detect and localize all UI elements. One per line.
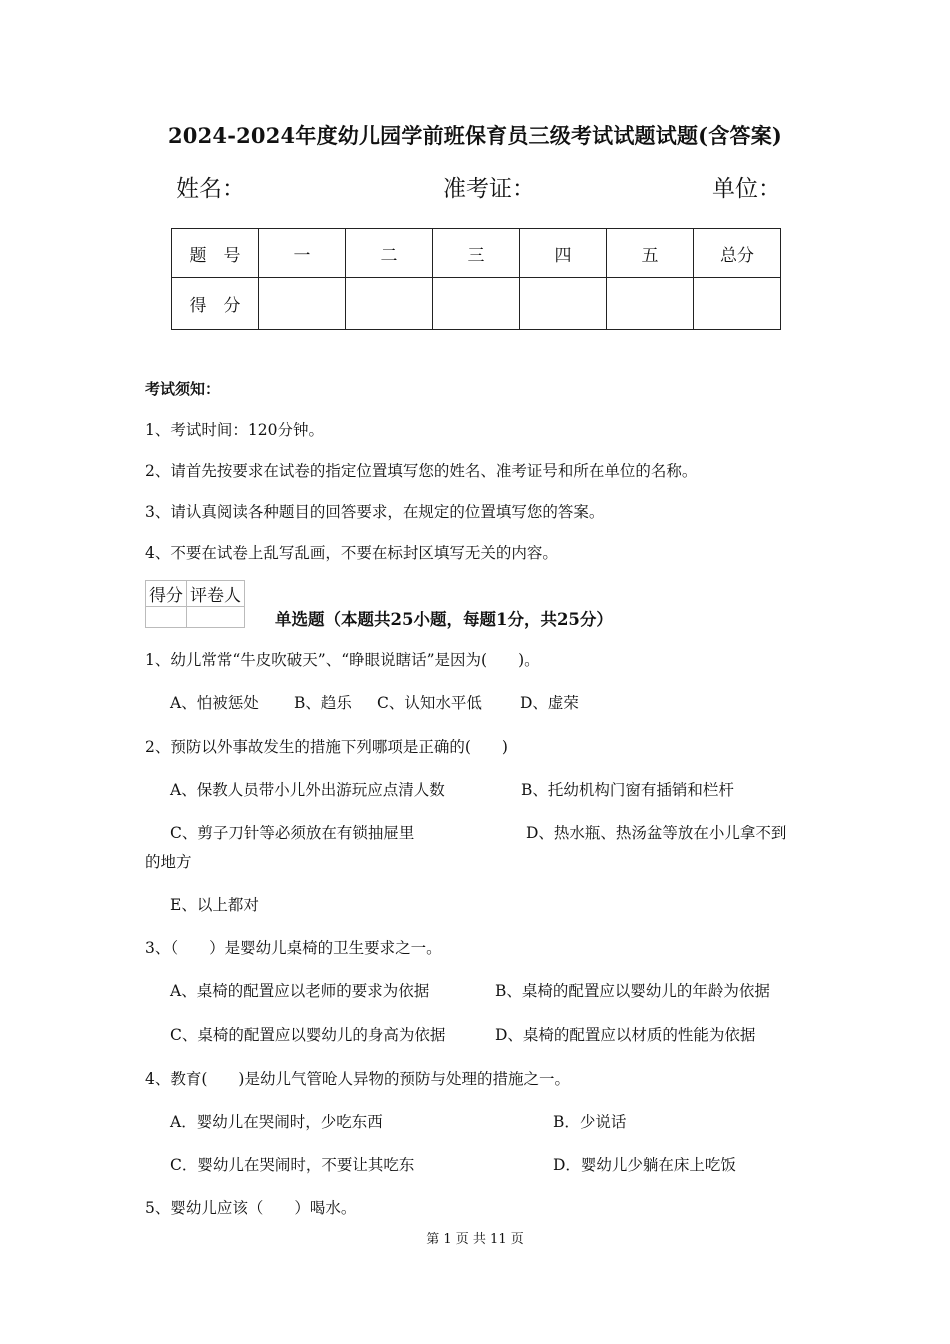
grader-score-cell (146, 607, 187, 628)
option-c: C、剪子刀针等必须放在有锁抽屉里 (170, 824, 415, 842)
option-b: B、桌椅的配置应以婴幼儿的年龄为依据 (495, 982, 770, 1000)
score-header-cell: 总分 (694, 229, 781, 278)
score-header-cell: 三 (433, 229, 520, 278)
question-stem: 1、幼儿常常“牛皮吹破天”、“睁眼说瞎话”是因为( )。 (145, 651, 540, 669)
score-header-cell: 二 (346, 229, 433, 278)
score-table (171, 228, 781, 330)
score-header-cell: 一 (259, 229, 346, 278)
option-a: A．婴幼儿在哭闹时，少吃东西 (170, 1113, 383, 1131)
page-footer: 第 1 页 共 11 页 (426, 1232, 524, 1247)
page-title: 2024-2024年度幼儿园学前班保育员三级考试试题试题(含答案) (167, 123, 783, 148)
score-header-cell: 五 (607, 229, 694, 278)
option-b: B、托幼机构门窗有插销和栏杆 (521, 781, 734, 799)
name-field-label: 姓名： (176, 176, 245, 202)
score-header-cell: 题 号 (172, 229, 259, 278)
option-c: C、桌椅的配置应以婴幼儿的身高为依据 (170, 1026, 446, 1044)
score-row-label: 得 分 (172, 278, 259, 330)
notice-item: 4、不要在试卷上乱写乱画，不要在标封区填写无关的内容。 (145, 544, 558, 562)
option-d: D、热水瓶、热汤盆等放在小儿拿不到 (526, 824, 787, 842)
grader-reviewer-cell (187, 607, 245, 628)
section-title: 单选题（本题共25小题，每题1分，共25分） (275, 610, 613, 629)
question-stem: 3、（ ）是婴幼儿桌椅的卫生要求之一。 (145, 939, 442, 957)
score-cell (607, 278, 694, 330)
score-table-score-row (172, 278, 781, 330)
option-d: D、桌椅的配置应以材质的性能为依据 (495, 1026, 756, 1044)
score-cell (346, 278, 433, 330)
score-cell (259, 278, 346, 330)
option-d: D、虚荣 (520, 694, 579, 712)
question-stem: 2、预防以外事故发生的措施下列哪项是正确的( ) (145, 738, 508, 756)
score-header-cell: 四 (520, 229, 607, 278)
notice-item: 3、请认真阅读各种题目的回答要求，在规定的位置填写您的答案。 (145, 503, 605, 521)
grader-score-label: 得分 (146, 581, 187, 607)
option-a: A、保教人员带小儿外出游玩应点清人数 (170, 781, 445, 799)
score-cell (520, 278, 607, 330)
option-a: A、怕被惩处 (170, 694, 259, 712)
question-stem: 5、婴幼儿应该（ ）喝水。 (145, 1199, 357, 1217)
score-cell (694, 278, 781, 330)
notice-heading: 考试须知： (145, 380, 221, 398)
option-a: A、桌椅的配置应以老师的要求为依据 (170, 982, 430, 1000)
unit-field-label: 单位： (712, 176, 781, 202)
option-b: B．少说话 (553, 1113, 627, 1131)
option-e: E、以上都对 (170, 896, 259, 914)
grader-box (145, 580, 245, 628)
grader-reviewer-label: 评卷人 (187, 581, 245, 607)
score-cell (433, 278, 520, 330)
option-b: B、趋乐 (294, 694, 352, 712)
exam-number-field-label: 准考证： (443, 176, 535, 202)
notice-item: 1、考试时间：120分钟。 (145, 421, 324, 439)
score-table-header-row (172, 229, 781, 278)
option-c: C．婴幼儿在哭闹时，不要让其吃东 (170, 1156, 415, 1174)
option-d: D．婴幼儿少躺在床上吃饭 (553, 1156, 736, 1174)
question-stem: 4、教育( )是幼儿气管呛人异物的预防与处理的措施之一。 (145, 1070, 570, 1088)
option-d-continuation: 的地方 (145, 853, 192, 871)
option-c: C、认知水平低 (377, 694, 482, 712)
notice-item: 2、请首先按要求在试卷的指定位置填写您的姓名、准考证号和所在单位的名称。 (145, 462, 698, 480)
